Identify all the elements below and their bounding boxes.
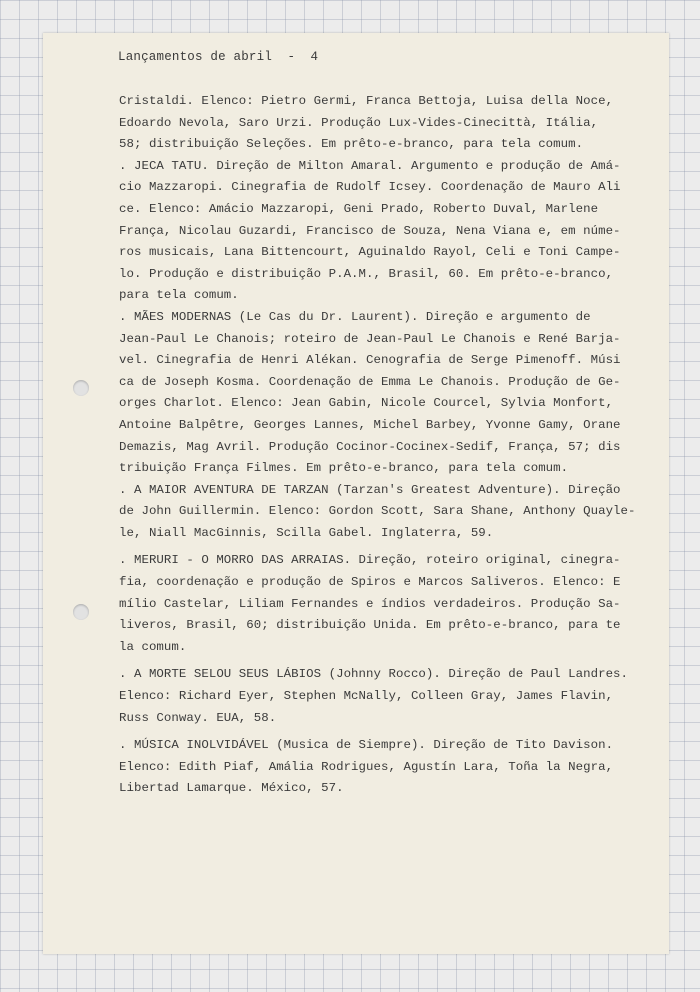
text-line: . MERURI - O MORRO DAS ARRAIAS. Direção, roteiro original, cinegra- bbox=[119, 553, 621, 568]
header-title: Lançamentos de abril bbox=[118, 50, 273, 64]
text-line: de John Guillermin. Elenco: Gordon Scott, Sara Shane, Anthony Quayle- bbox=[119, 504, 636, 519]
text-line: Cristaldi. Elenco: Pietro Germi, Franca Bettoja, Luisa della Noce, bbox=[119, 94, 614, 108]
text-line: mílio Castelar, Liliam Fernandes e índios verdadeiros. Produção Sa- bbox=[119, 596, 621, 611]
paragraph bbox=[119, 550, 619, 658]
text-line: Antoine Balpêtre, Georges Lannes, Michel Barbey, Yvonne Gamy, Orane bbox=[119, 417, 621, 432]
text-line: cio Mazzaropi. Cinegrafia de Rudolf Icsey. Coordenação de Mauro Ali bbox=[119, 180, 621, 195]
text-line: ca de Joseph Kosma. Coordenação de Emma Le Chanois. Produção de Ge- bbox=[119, 374, 621, 389]
punch-hole-lower bbox=[73, 604, 89, 620]
text-line: Elenco: Edith Piaf, Amália Rodrigues, Agustín Lara, Toña la Negra, bbox=[119, 759, 614, 774]
text-line: tribuição França Filmes. Em prêto-e-branco, para tela comum. bbox=[119, 461, 569, 476]
text-line: Russ Conway. EUA, 58. bbox=[119, 710, 277, 725]
text-line: . JECA TATU. Direção de Milton Amaral. Argumento e produção de Amá- bbox=[119, 158, 621, 173]
text-line: . A MAIOR AVENTURA DE TARZAN (Tarzan's Greatest Adventure). Direção bbox=[119, 482, 621, 497]
text-line: . A MORTE SELOU SEUS LÁBIOS (Johnny Rocco). Direção de Paul Landres. bbox=[119, 667, 629, 682]
text-line: França, Nicolau Guzardi, Francisco de Souza, Nena Viana e, em núme- bbox=[119, 223, 621, 238]
text-line: vel. Cinegrafia de Henri Alékan. Cenografia de Serge Pimenoff. Músi bbox=[119, 353, 621, 368]
paragraph bbox=[119, 307, 619, 480]
text-line: la comum. bbox=[119, 639, 187, 654]
paragraph bbox=[119, 735, 619, 800]
text-line: liveros, Brasil, 60; distribuição Unida. Em prêto-e-branco, para te bbox=[119, 618, 621, 633]
paragraph bbox=[119, 91, 619, 156]
text-line: Jean-Paul Le Chanois; roteiro de Jean-Paul Le Chanois e René Barja- bbox=[119, 331, 621, 346]
text-line: fia, coordenação e produção de Spiros e Marcos Saliveros. Elenco: E bbox=[119, 575, 621, 590]
text-line: orges Charlot. Elenco: Jean Gabin, Nicole Courcel, Sylvia Monfort, bbox=[119, 396, 614, 411]
header-separator: - bbox=[287, 50, 296, 64]
text-line: Demazis, Mag Avril. Produção Cocinor-Cocinex-Sedif, França, 57; dis bbox=[119, 439, 621, 454]
document-body bbox=[119, 91, 636, 800]
text-line: para tela comum. bbox=[119, 288, 239, 303]
paragraph bbox=[119, 156, 619, 307]
paragraph bbox=[119, 480, 636, 545]
text-line: le, Niall MacGinnis, Scilla Gabel. Inglaterra, 59. bbox=[119, 525, 494, 540]
text-line: . MÃES MODERNAS (Le Cas du Dr. Laurent). Direção e argumento de bbox=[119, 309, 591, 324]
text-line: Edoardo Nevola, Saro Urzi. Produção Lux-Vides-Cinecittà, Itália, bbox=[119, 115, 599, 130]
paragraph bbox=[119, 664, 629, 729]
text-line: Libertad Lamarque. México, 57. bbox=[119, 781, 344, 796]
text-line: lo. Produção e distribuição P.A.M., Brasil, 60. Em prêto-e-branco, bbox=[119, 266, 614, 281]
text-line: ce. Elenco: Amácio Mazzaropi, Geni Prado, Roberto Duval, Marlene bbox=[119, 201, 599, 216]
page-number: 4 bbox=[310, 50, 319, 64]
text-line: Elenco: Richard Eyer, Stephen McNally, Colleen Gray, James Flavin, bbox=[119, 689, 614, 704]
text-line: . MÚSICA INOLVIDÁVEL (Musica de Siempre). Direção de Tito Davison. bbox=[119, 738, 614, 753]
text-line: 58; distribuição Seleções. Em prêto-e-branco, para tela comum. bbox=[119, 137, 584, 152]
text-line: ros musicais, Lana Bittencourt, Aguinaldo Rayol, Celi e Toni Campe- bbox=[119, 245, 621, 260]
page-header bbox=[118, 50, 318, 64]
punch-hole-upper bbox=[73, 380, 89, 396]
